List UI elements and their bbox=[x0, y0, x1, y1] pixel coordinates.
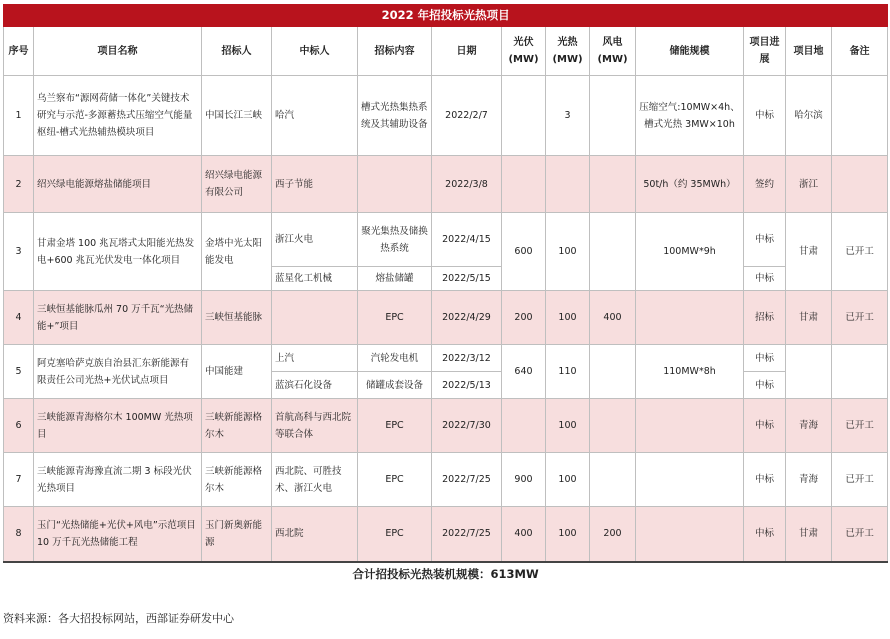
cell-progress: 中标 bbox=[744, 399, 786, 453]
cell-progress: 中标 bbox=[744, 507, 786, 562]
header-location: 项目地 bbox=[786, 27, 832, 76]
header-note: 备注 bbox=[832, 27, 888, 76]
cell-location: 青海 bbox=[786, 453, 832, 507]
cell-bidder: 金塔中光太阳能发电 bbox=[202, 213, 272, 291]
cell-storage: 100MW*9h bbox=[636, 213, 744, 291]
cell-no: 7 bbox=[4, 453, 34, 507]
header-bidder: 招标人 bbox=[202, 27, 272, 76]
cell-progress: 招标 bbox=[744, 291, 786, 345]
cell-note: 已开工 bbox=[832, 291, 888, 345]
cell-note: 已开工 bbox=[832, 453, 888, 507]
table-row bbox=[4, 507, 888, 562]
cell-progress: 签约 bbox=[744, 156, 786, 213]
cell-pv: 640 bbox=[502, 345, 546, 399]
cell-content: 汽轮发电机 bbox=[358, 345, 432, 372]
cell-storage: 压缩空气:10MW×4h、槽式光热 3MW×10h bbox=[636, 76, 744, 156]
cell-bidder: 中国能建 bbox=[202, 345, 272, 399]
cell-date: 2022/4/15 bbox=[432, 213, 502, 267]
header-csp: 光热 (MW) bbox=[546, 27, 590, 76]
cell-date: 2022/7/30 bbox=[432, 399, 502, 453]
table-row bbox=[4, 76, 888, 156]
cell-note bbox=[832, 76, 888, 156]
cell-bidder: 绍兴绿电能源有限公司 bbox=[202, 156, 272, 213]
cell-content: 熔盐储罐 bbox=[358, 267, 432, 291]
cell-location: 甘肃 bbox=[786, 507, 832, 562]
cell-pv: 200 bbox=[502, 291, 546, 345]
cell-winner: 蓝星化工机械 bbox=[272, 267, 358, 291]
cell-content: 聚光集热及储换热系统 bbox=[358, 213, 432, 267]
cell-winner: 哈汽 bbox=[272, 76, 358, 156]
cell-bidder: 三峡新能源格尔木 bbox=[202, 453, 272, 507]
cell-date: 2022/2/7 bbox=[432, 76, 502, 156]
cell-note: 已开工 bbox=[832, 507, 888, 562]
cell-no: 5 bbox=[4, 345, 34, 399]
cell-name: 玉门“光热储能+光伏+风电”示范项目 10 万千瓦光热储能工程 bbox=[34, 507, 202, 562]
cell-wind: 400 bbox=[590, 291, 636, 345]
cell-note: 已开工 bbox=[832, 399, 888, 453]
cell-csp: 100 bbox=[546, 213, 590, 291]
cell-storage bbox=[636, 453, 744, 507]
cell-csp bbox=[546, 156, 590, 213]
cell-name: 阿克塞哈萨克族自治县汇东新能源有限责任公司光热+光伏试点项目 bbox=[34, 345, 202, 399]
cell-no: 8 bbox=[4, 507, 34, 562]
table-row bbox=[4, 453, 888, 507]
total-row bbox=[4, 562, 888, 587]
table-row bbox=[4, 213, 888, 267]
cell-location: 甘肃 bbox=[786, 291, 832, 345]
table-title: 2022 年招投标光热项目 bbox=[4, 5, 888, 27]
cell-pv bbox=[502, 399, 546, 453]
cell-bidder: 三峡恒基能脉 bbox=[202, 291, 272, 345]
cell-wind bbox=[590, 453, 636, 507]
cell-date: 2022/5/15 bbox=[432, 267, 502, 291]
cell-progress: 中标 bbox=[744, 267, 786, 291]
project-table bbox=[3, 4, 888, 587]
cell-name: 甘肃金塔 100 兆瓦塔式太阳能光热发电+600 兆瓦光伏发电一体化项目 bbox=[34, 213, 202, 291]
cell-date: 2022/3/12 bbox=[432, 345, 502, 372]
cell-name: 绍兴绿电能源熔盐储能项目 bbox=[34, 156, 202, 213]
cell-progress: 中标 bbox=[744, 453, 786, 507]
project-table-container bbox=[3, 4, 887, 587]
cell-pv: 600 bbox=[502, 213, 546, 291]
cell-winner: 上汽 bbox=[272, 345, 358, 372]
cell-pv bbox=[502, 156, 546, 213]
cell-no: 3 bbox=[4, 213, 34, 291]
cell-winner: 西子节能 bbox=[272, 156, 358, 213]
header-no: 序号 bbox=[4, 27, 34, 76]
cell-pv bbox=[502, 76, 546, 156]
cell-date: 2022/7/25 bbox=[432, 453, 502, 507]
cell-winner: 西北院、可胜技术、浙江火电 bbox=[272, 453, 358, 507]
cell-no: 4 bbox=[4, 291, 34, 345]
cell-csp: 3 bbox=[546, 76, 590, 156]
cell-location: 甘肃 bbox=[786, 213, 832, 291]
cell-wind bbox=[590, 399, 636, 453]
cell-pv: 900 bbox=[502, 453, 546, 507]
cell-date: 2022/7/25 bbox=[432, 507, 502, 562]
cell-note bbox=[832, 345, 888, 399]
header-wind: 风电 (MW) bbox=[590, 27, 636, 76]
cell-storage: 50t/h（约 35MWh） bbox=[636, 156, 744, 213]
cell-content: 储罐成套设备 bbox=[358, 372, 432, 399]
cell-wind bbox=[590, 345, 636, 399]
cell-location: 青海 bbox=[786, 399, 832, 453]
cell-location bbox=[786, 345, 832, 399]
cell-no: 1 bbox=[4, 76, 34, 156]
cell-progress: 中标 bbox=[744, 76, 786, 156]
cell-wind bbox=[590, 213, 636, 291]
cell-content: 槽式光热集热系统及其辅助设备 bbox=[358, 76, 432, 156]
cell-progress: 中标 bbox=[744, 213, 786, 267]
cell-storage: 110MW*8h bbox=[636, 345, 744, 399]
header-pv: 光伏 (MW) bbox=[502, 27, 546, 76]
cell-content: EPC bbox=[358, 399, 432, 453]
cell-content: EPC bbox=[358, 507, 432, 562]
table-row bbox=[4, 291, 888, 345]
cell-content: EPC bbox=[358, 291, 432, 345]
source-note: 资料来源：各大招投标网站，西部证券研发中心 bbox=[3, 612, 234, 625]
header-name: 项目名称 bbox=[34, 27, 202, 76]
cell-progress: 中标 bbox=[744, 345, 786, 372]
table-row bbox=[4, 399, 888, 453]
cell-date: 2022/5/13 bbox=[432, 372, 502, 399]
cell-bidder: 三峡新能源格尔木 bbox=[202, 399, 272, 453]
cell-wind bbox=[590, 76, 636, 156]
cell-winner: 西北院 bbox=[272, 507, 358, 562]
header-progress: 项目进展 bbox=[744, 27, 786, 76]
cell-wind bbox=[590, 156, 636, 213]
cell-csp: 110 bbox=[546, 345, 590, 399]
cell-location: 哈尔滨 bbox=[786, 76, 832, 156]
table-row bbox=[4, 156, 888, 213]
cell-csp: 100 bbox=[546, 291, 590, 345]
cell-location: 浙江 bbox=[786, 156, 832, 213]
cell-wind: 200 bbox=[590, 507, 636, 562]
cell-no: 2 bbox=[4, 156, 34, 213]
cell-date: 2022/4/29 bbox=[432, 291, 502, 345]
cell-pv: 400 bbox=[502, 507, 546, 562]
cell-note bbox=[832, 156, 888, 213]
cell-name: 三峡能源青海豫直流二期 3 标段光伏光热项目 bbox=[34, 453, 202, 507]
cell-content bbox=[358, 156, 432, 213]
cell-winner bbox=[272, 291, 358, 345]
cell-bidder: 玉门新奥新能源 bbox=[202, 507, 272, 562]
cell-storage bbox=[636, 399, 744, 453]
cell-winner: 首航高科与西北院等联合体 bbox=[272, 399, 358, 453]
cell-name: 乌兰察布“源网荷储一体化”关键技术研究与示范-多源蓄热式压缩空气能量枢纽-槽式光热辅热模块项目 bbox=[34, 76, 202, 156]
cell-progress: 中标 bbox=[744, 372, 786, 399]
header-content: 招标内容 bbox=[358, 27, 432, 76]
cell-winner: 浙江火电 bbox=[272, 213, 358, 267]
table-row bbox=[4, 345, 888, 372]
cell-winner: 蓝滨石化设备 bbox=[272, 372, 358, 399]
cell-storage bbox=[636, 291, 744, 345]
header-row bbox=[4, 27, 888, 76]
total-capacity: 合计招投标光热装机规模：613MW bbox=[4, 562, 888, 587]
cell-csp: 100 bbox=[546, 507, 590, 562]
cell-content: EPC bbox=[358, 453, 432, 507]
cell-bidder: 中国长江三峡 bbox=[202, 76, 272, 156]
cell-date: 2022/3/8 bbox=[432, 156, 502, 213]
cell-csp: 100 bbox=[546, 399, 590, 453]
header-storage: 储能规模 bbox=[636, 27, 744, 76]
header-date: 日期 bbox=[432, 27, 502, 76]
cell-note: 已开工 bbox=[832, 213, 888, 291]
header-winner: 中标人 bbox=[272, 27, 358, 76]
cell-name: 三峡恒基能脉瓜州 70 万千瓦“光热储能+”项目 bbox=[34, 291, 202, 345]
cell-no: 6 bbox=[4, 399, 34, 453]
cell-name: 三峡能源青海格尔木 100MW 光热项目 bbox=[34, 399, 202, 453]
cell-storage bbox=[636, 507, 744, 562]
cell-csp: 100 bbox=[546, 453, 590, 507]
